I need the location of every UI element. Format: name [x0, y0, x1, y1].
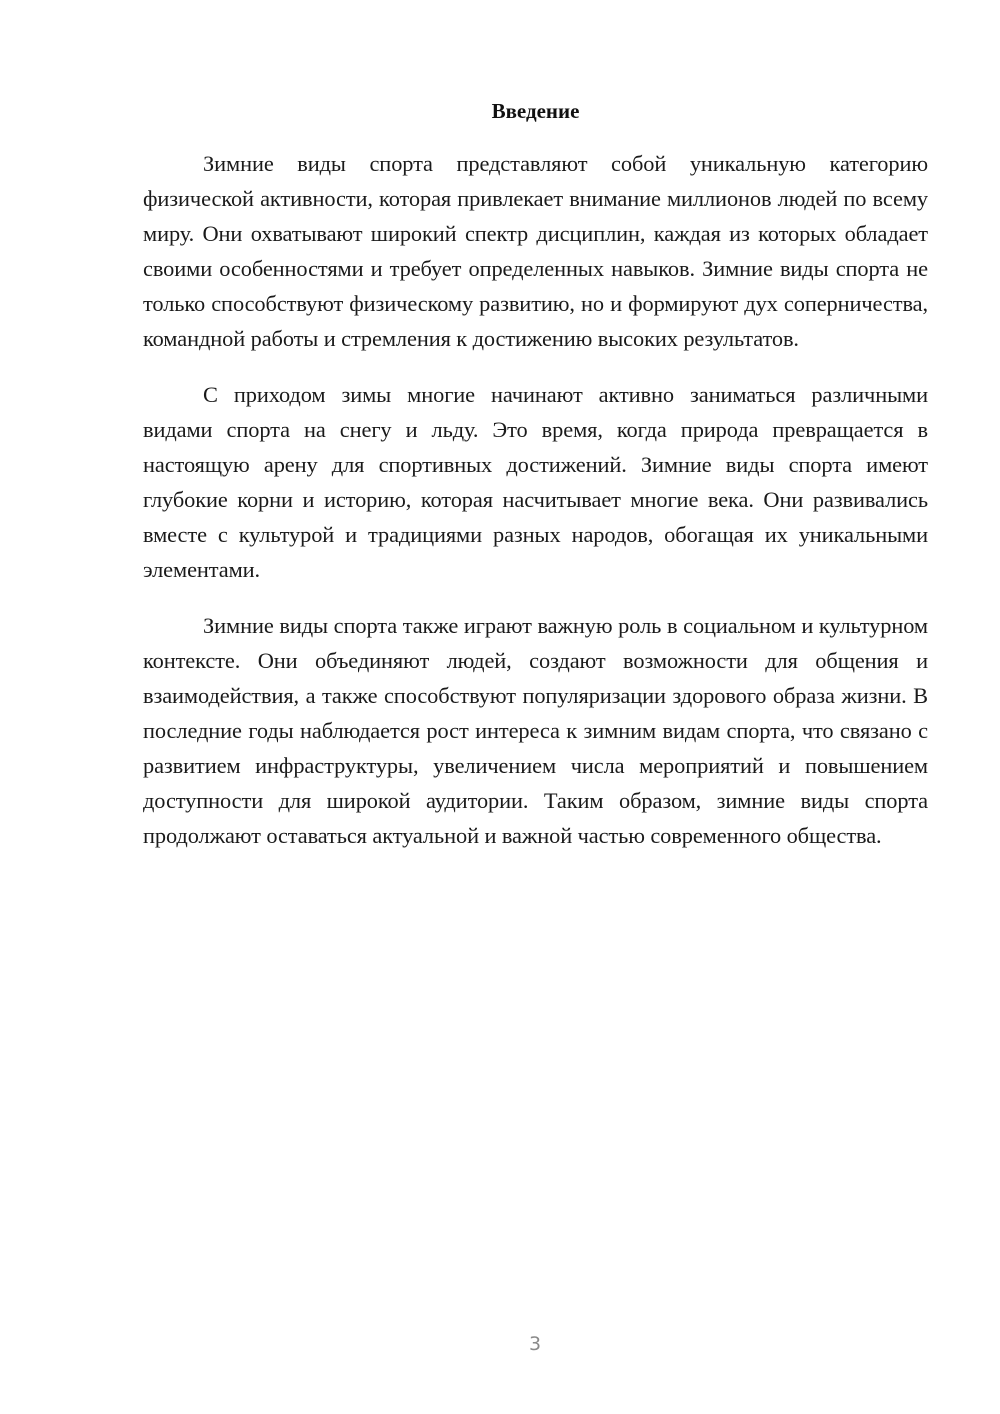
- page-content: [143, 96, 928, 874]
- paragraph-3: Зимние виды спорта также играют важную роль в социальном и культурном контексте. Они объединяют людей, создают возможности для общения и взаимодействия, а также способствуют популяризации здорового образа жизни. В последние годы наблюдается рост интереса к зимним видам спорта, что связано с развитием инфраструктуры, увеличением числа мероприятий и повышением доступности для широкой аудитории. Таким образом, зимние виды спорта продолжают оставаться актуальной и важной частью современного общества.: [143, 613, 928, 848]
- page-number: 3: [528, 1333, 542, 1355]
- paragraph-2: С приходом зимы многие начинают активно заниматься различными видами спорта на снегу и льду. Это время, когда природа превращается в настоящую арену для спортивных достижений. Зимние виды спорта имеют глубокие корни и историю, которая насчитывает многие века. Они развивались вместе с культурой и традициями разных народов, обогащая их уникальными элементами.: [143, 382, 928, 582]
- paragraph-1: Зимние виды спорта представляют собой уникальную категорию физической активности, которая привлекает внимание миллионов людей по всему миру. Они охватывают широкий спектр дисциплин, каждая из которых обладает своими особенностями и требует определенных навыков. Зимние виды спорта не только способствуют физическому развитию, но и формируют дух соперничества, командной работы и стремления к достижению высоких результатов.: [143, 151, 928, 351]
- section-title: Введение: [491, 99, 580, 123]
